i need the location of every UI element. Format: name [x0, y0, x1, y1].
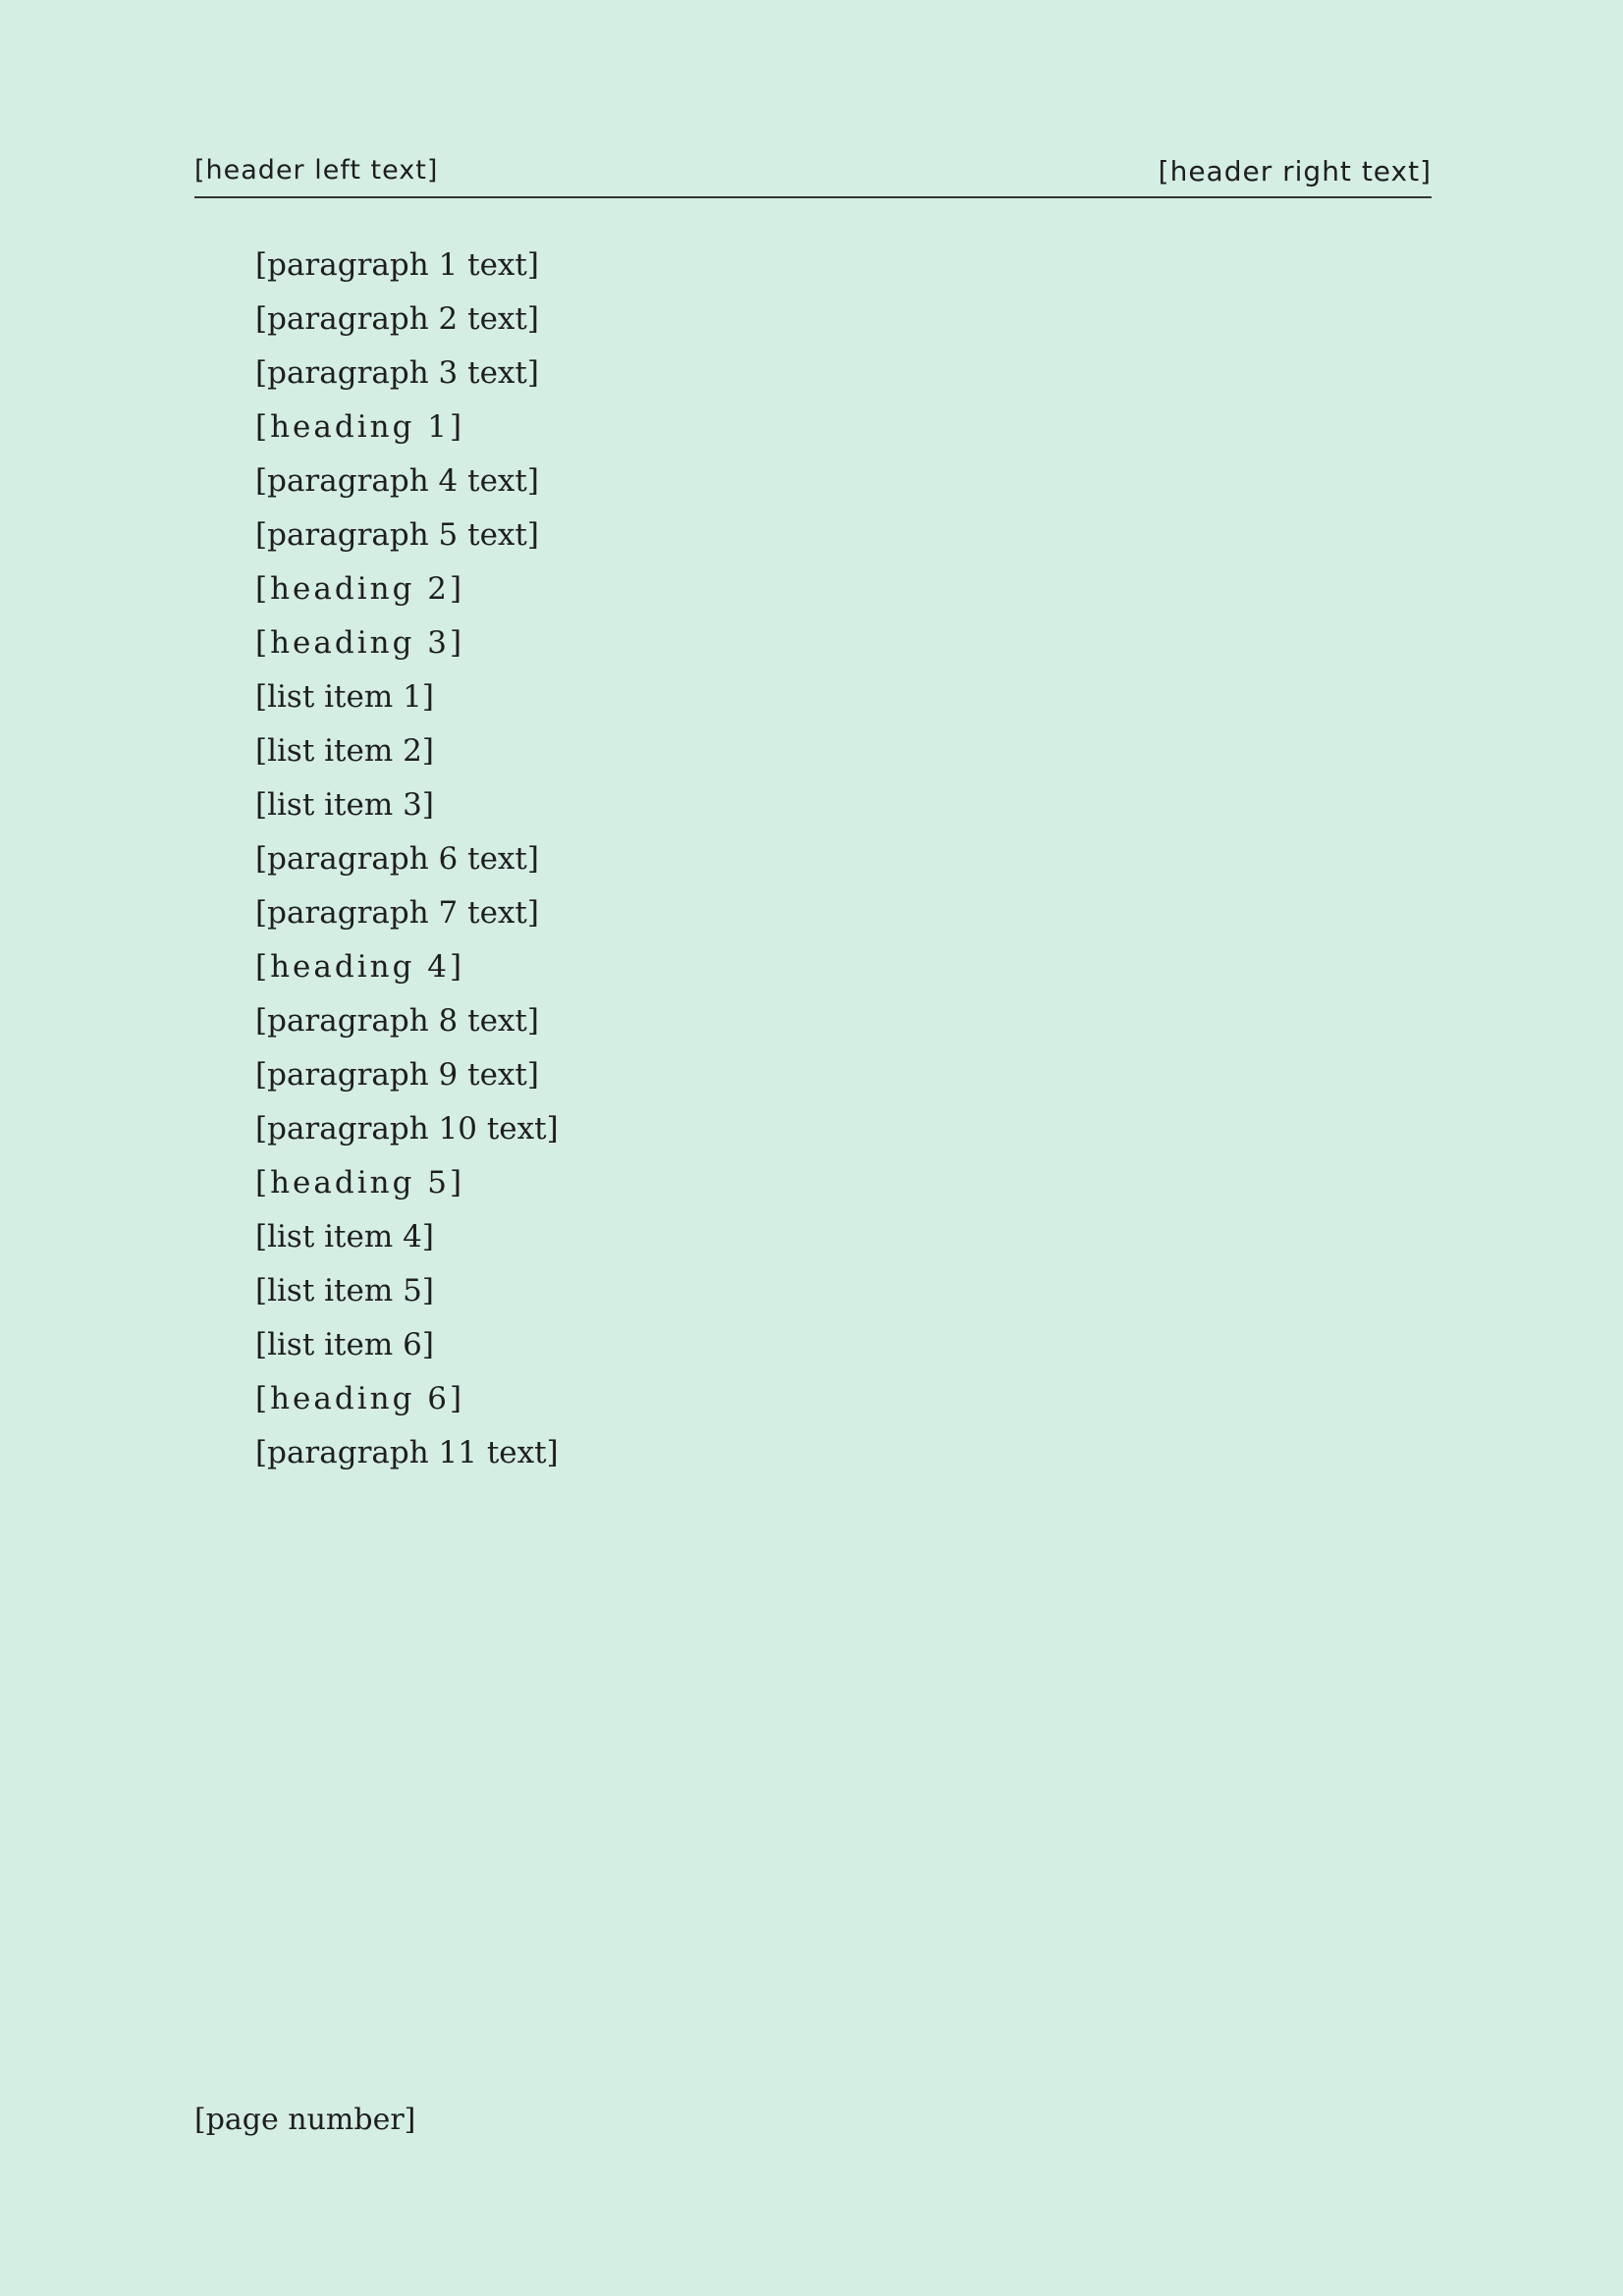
paragraph: [list item 4] [255, 1219, 434, 1255]
paragraph: [paragraph 7 text] [255, 895, 539, 931]
paragraph: [list item 1] [255, 679, 434, 715]
paragraph: [list item 2] [255, 733, 434, 769]
section-heading: [heading 1] [255, 409, 465, 445]
document-body [194, 239, 1432, 1480]
paragraph: [list item 5] [255, 1273, 434, 1308]
paragraph: [paragraph 2 text] [255, 301, 539, 337]
paragraph: [paragraph 6 text] [255, 841, 539, 877]
subsection-heading: [heading 5] [255, 1165, 465, 1201]
paragraph: [paragraph 9 text] [255, 1057, 539, 1093]
paragraph: [paragraph 4 text] [255, 463, 539, 499]
page-number: [page number] [194, 2103, 416, 2137]
paragraph: [list item 6] [255, 1327, 434, 1362]
paragraph: [list item 3] [255, 787, 434, 823]
paragraph: [paragraph 1 text] [255, 247, 539, 283]
paragraph: [paragraph 8 text] [255, 1003, 539, 1039]
paragraph: [paragraph 5 text] [255, 517, 539, 553]
subsection-heading: [heading 3] [255, 625, 465, 661]
paragraph: [paragraph 3 text] [255, 355, 539, 391]
regulation-category: [header right text] [1158, 155, 1432, 187]
paragraph: [paragraph 10 text] [255, 1111, 559, 1147]
subsection-heading: [heading 4] [255, 949, 465, 985]
paragraph: [paragraph 11 text] [255, 1435, 559, 1470]
standard-number: [header left text] [194, 155, 439, 186]
page-header [194, 153, 1432, 196]
header-rule [194, 196, 1432, 198]
section-heading: [heading 6] [255, 1381, 465, 1416]
section-heading: [heading 2] [255, 571, 465, 607]
